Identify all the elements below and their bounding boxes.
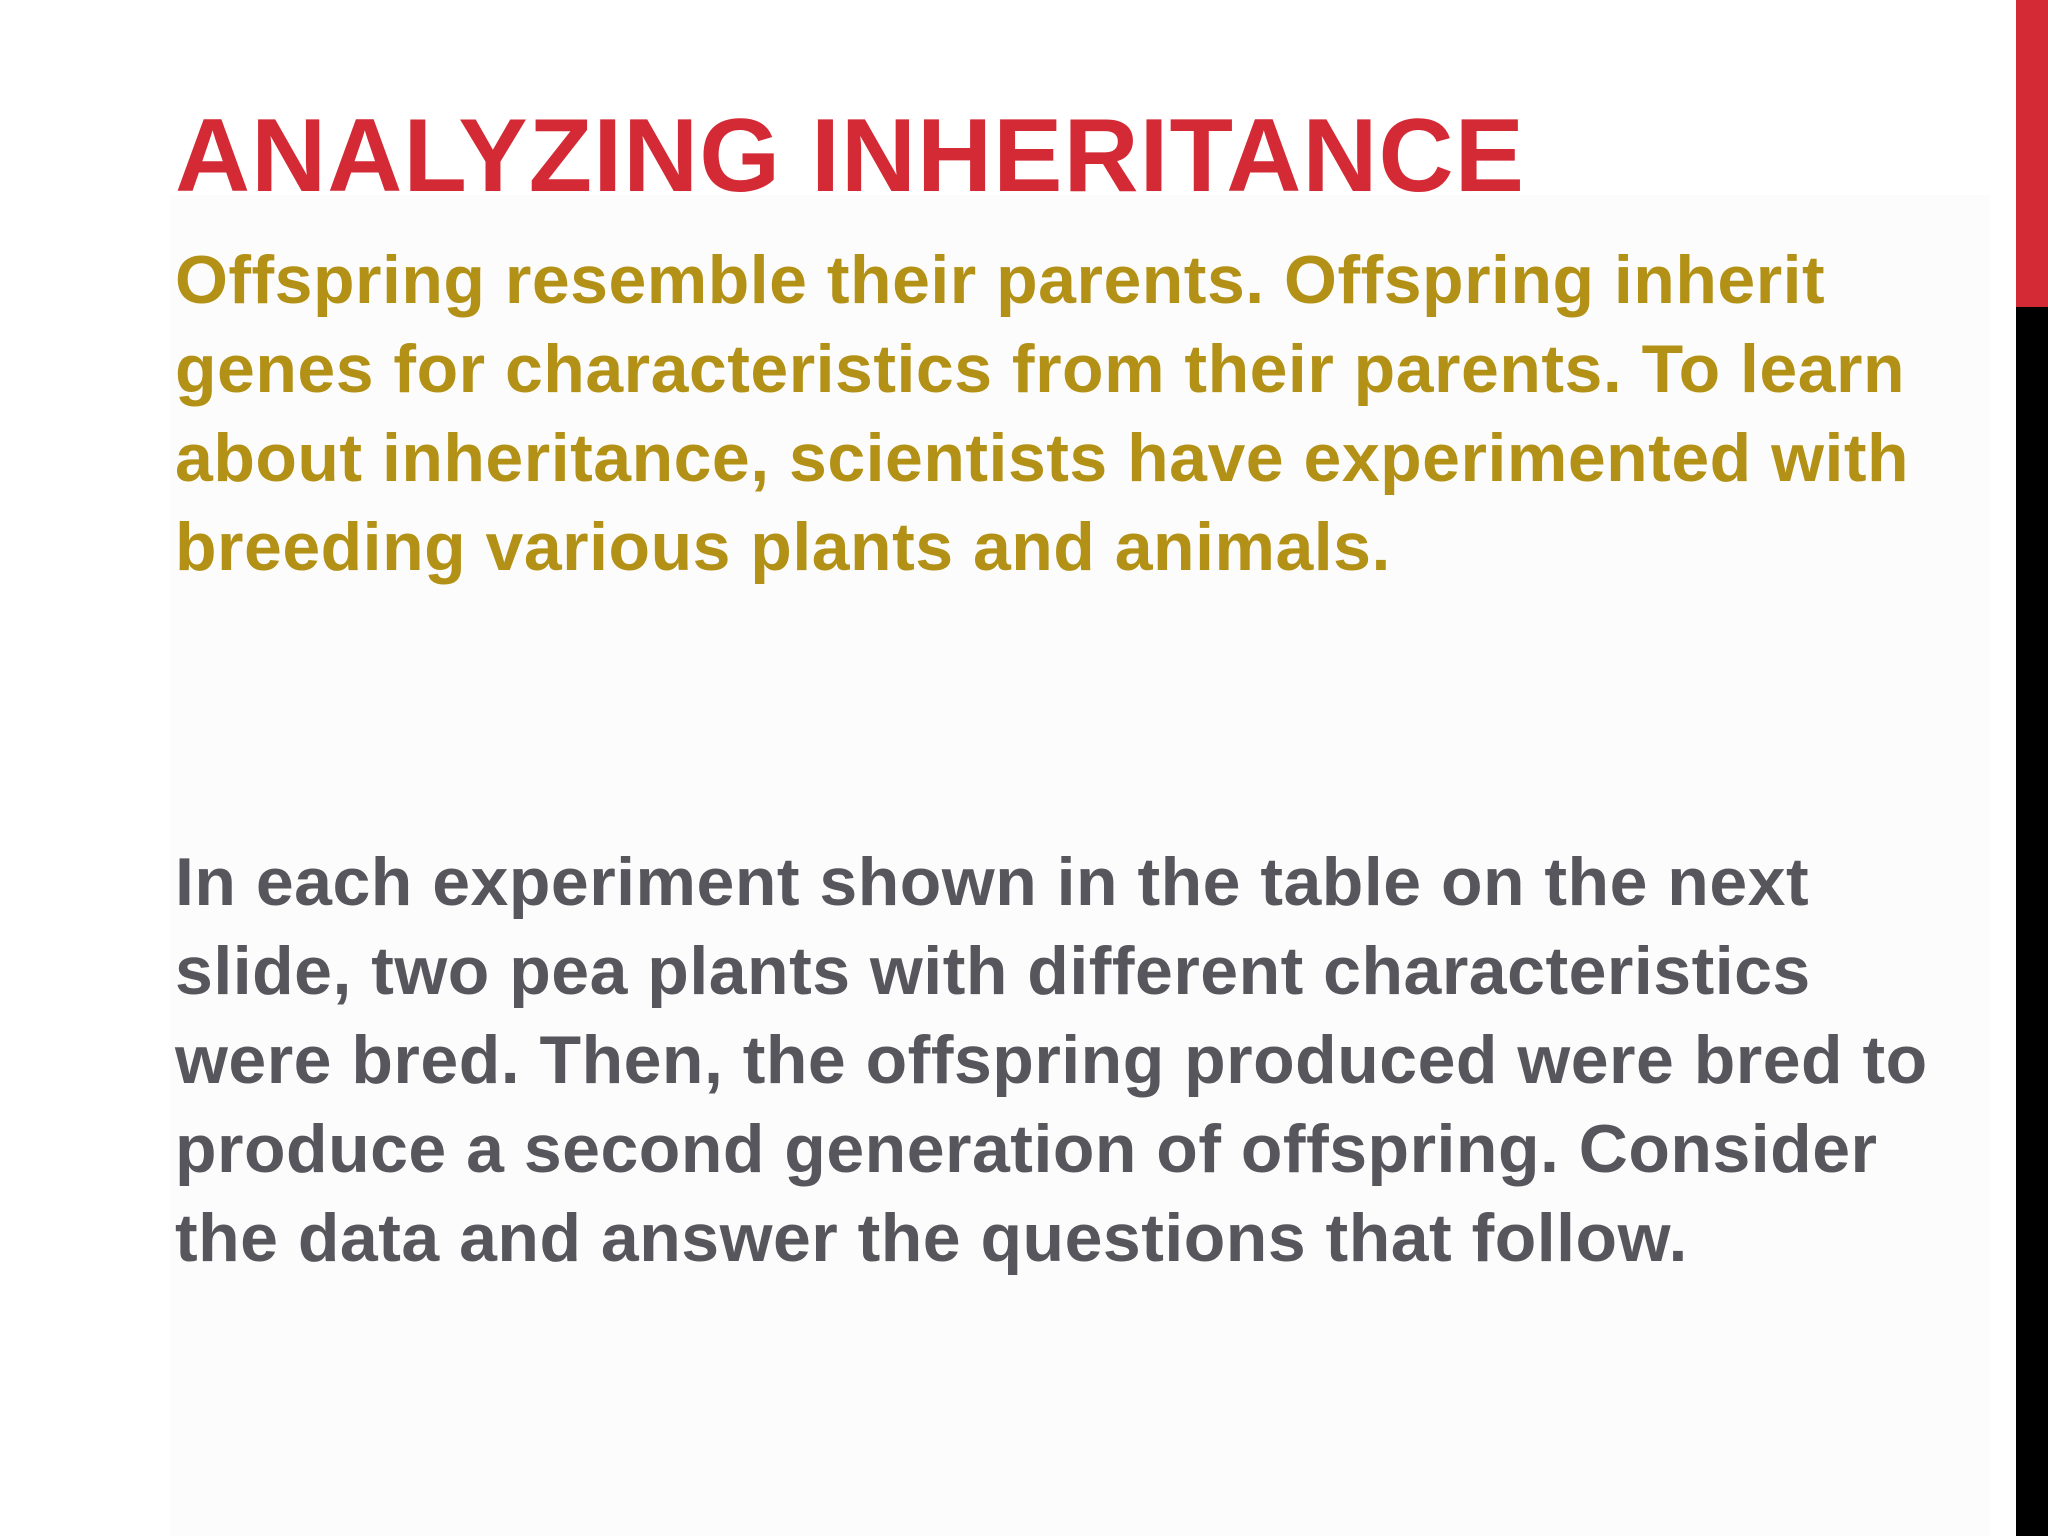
intro-paragraph: Offspring resemble their parents. Offspring inherit genes for characteristics from their parents. To learn about inheritance, scientists have experimented with breeding various plants and animals. xyxy=(175,242,1910,585)
accent-bar-black xyxy=(2016,307,2048,1536)
accent-bar-red xyxy=(2016,0,2048,307)
instructions-paragraph: In each experiment shown in the table on the next slide, two pea plants with different characteristics were bred. Then, the offspring produced were bred to produce a second generation of offspring. Consider the data and answer the questions that follow. xyxy=(175,844,1928,1276)
slide-title: ANALYZING INHERITANCE xyxy=(175,98,1525,214)
